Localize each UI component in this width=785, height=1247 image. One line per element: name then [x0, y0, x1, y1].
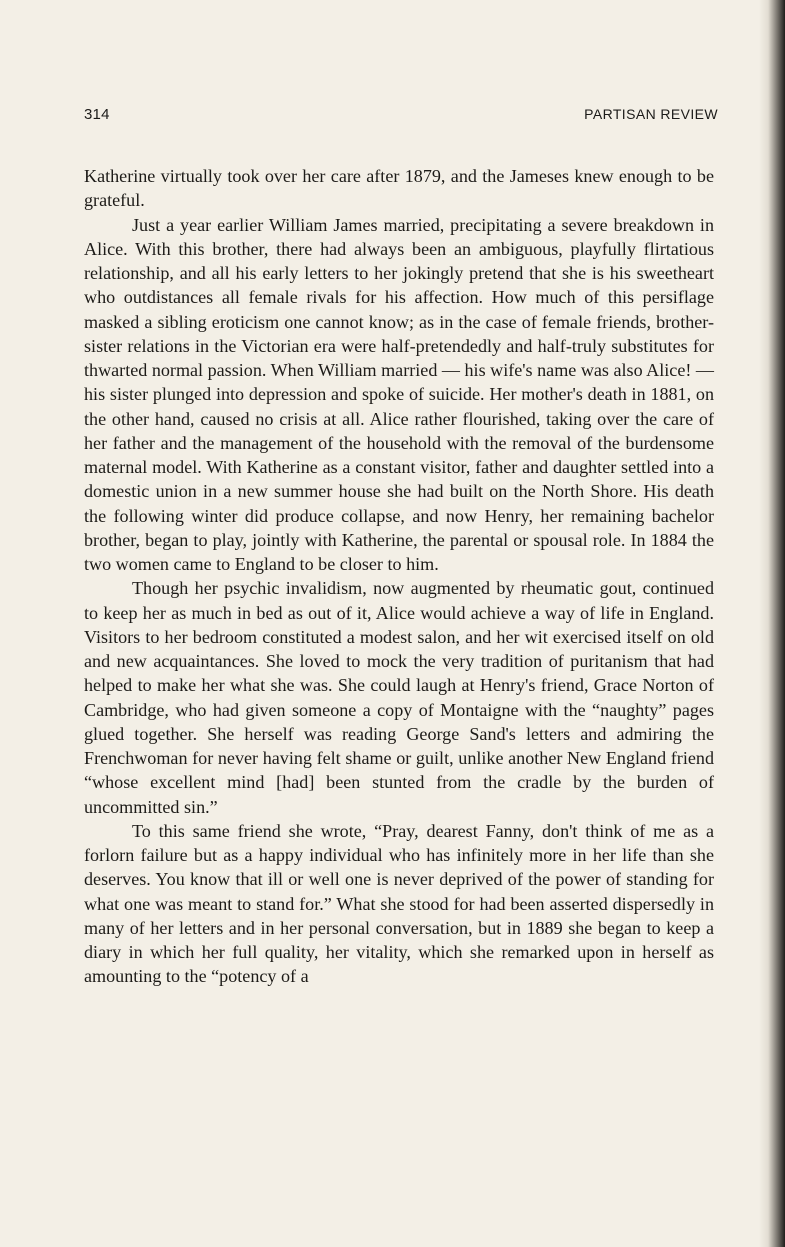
body-text [84, 164, 714, 989]
running-head: PARTISAN REVIEW [584, 106, 718, 122]
paragraph: To this same friend she wrote, “Pray, dearest Fanny, don't think of me as a forlorn failure but as a happy individual who has infinitely more in her life than she deserves. You know that ill or well one is never deprived of the power of standing for what one was meant to stand for.” What she stood for had been asserted dispersedly in many of her letters and in her personal conversation, but in 1889 she began to keep a diary in which her full quality, her vitality, which she remarked upon in herself as amounting to the “potency of a [84, 820, 714, 987]
page-number: 314 [84, 106, 110, 123]
paragraph: Though her psychic invalidism, now augmented by rheumatic gout, continued to keep her as much in bed as out of it, Alice would achieve a way of life in England. Visitors to her bedroom constituted a modest salon, and her wit exercised itself on old and new acquaintances. She loved to mock the very tradition of puritanism that had helped to make her what she was. She could laugh at Henry's friend, Grace Norton of Cambridge, who had given someone a copy of Montaigne with the “naughty” pages glued together. She herself was reading George Sand's letters and admiring the Frenchwoman for never having felt shame or guilt, unlike another New England friend “whose excellent mind [had] been stunted from the cradle by the burden of uncommitted sin.” [84, 578, 714, 817]
page-binding-edge [759, 0, 785, 1247]
page-header [84, 106, 718, 130]
paragraph: Katherine virtually took over her care after 1879, and the Jameses knew enough to be grateful. [84, 166, 714, 211]
paragraph: Just a year earlier William James married, precipitating a severe breakdown in Alice. With this brother, there had always been an ambiguous, playfully flirtatious relationship, and all his early letters to her jokingly pretend that she is his sweetheart who outdistances all female rivals for his affection. How much of this persiflage masked a sibling eroticism one cannot know; as in the case of female friends, brother-sister relations in the Victorian era were half-pretendedly and half-truly substitutes for thwarted normal passion. When William married — his wife's name was also Alice! — his sister plunged into depression and spoke of suicide. Her mother's death in 1881, on the other hand, caused no crisis at all. Alice rather flourished, taking over the care of her father and the management of the household with the removal of the burdensome maternal model. With Katherine as a constant visitor, father and daughter settled into a domestic union in a new summer house she had built on the North Shore. His death the following winter did produce collapse, and now Henry, her remaining bachelor brother, began to play, jointly with Katherine, the parental or spousal role. In 1884 the two women came to England to be closer to him. [84, 214, 714, 574]
